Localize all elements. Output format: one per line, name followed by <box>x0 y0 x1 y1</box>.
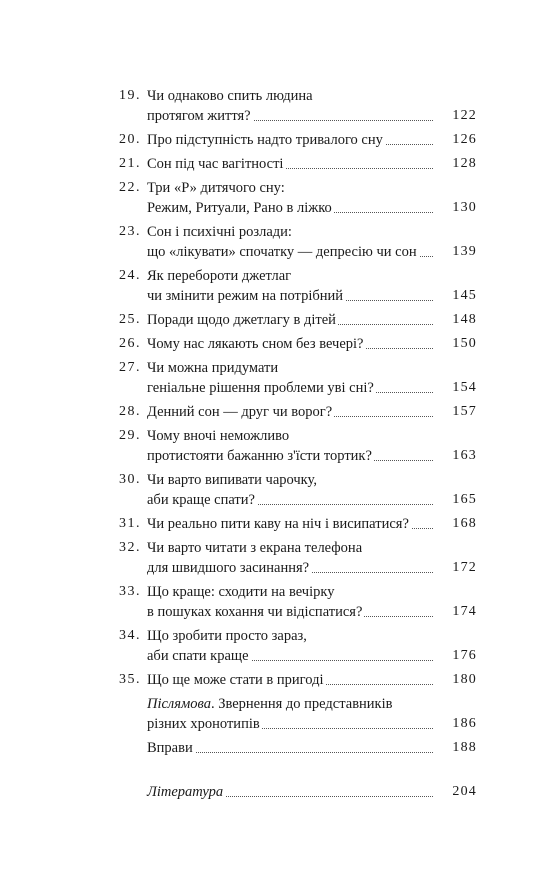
page-number: 157 <box>433 402 477 422</box>
toc-entry-line <box>119 334 477 354</box>
toc-entry-line <box>147 738 477 758</box>
toc-entry-line <box>119 538 477 558</box>
toc-entry-line <box>119 514 477 534</box>
toc-entry <box>0 130 560 150</box>
toc-entry-line <box>119 222 477 242</box>
chapter-number: 25. <box>119 312 141 327</box>
chapter-title: Сон і психічні розлади: <box>147 224 292 240</box>
toc-entry <box>0 86 560 126</box>
chapter-number: 27. <box>119 360 141 375</box>
toc-entry <box>0 538 560 578</box>
chapter-title: Режим, Ритуали, Рано в ліжко <box>147 200 332 216</box>
page-number: 148 <box>433 310 477 330</box>
chapter-title: що «лікувати» спочатку — депресію чи сон <box>147 244 417 260</box>
page-number: 150 <box>433 334 477 354</box>
toc-entry-line <box>147 378 477 398</box>
toc-entry-line <box>119 626 477 646</box>
page-number: 180 <box>433 670 477 690</box>
page-number: 145 <box>433 286 477 306</box>
toc-entry-line <box>147 782 477 802</box>
chapter-title: Чи варто випивати чарочку, <box>147 472 317 488</box>
page-number: 126 <box>433 130 477 150</box>
chapter-number: 31. <box>119 516 141 531</box>
page-number: 174 <box>433 602 477 622</box>
page-number: 188 <box>433 738 477 758</box>
toc-entry <box>0 514 560 534</box>
page-number: 130 <box>433 198 477 218</box>
page-number: 122 <box>433 106 477 126</box>
toc-entry-line <box>119 426 477 446</box>
chapter-title: Чи реально пити каву на ніч і висипатися? <box>147 516 409 532</box>
afterword-title <box>147 696 394 712</box>
chapter-number: 24. <box>119 268 141 283</box>
chapter-title: Що ще може стати в пригоді <box>147 672 324 688</box>
chapter-number: 30. <box>119 472 141 487</box>
chapter-title: Що зробити просто зараз, <box>147 628 307 644</box>
chapter-title: Як перебороти джетлаг <box>147 268 292 284</box>
toc-entry <box>0 334 560 354</box>
chapter-title: Чи можна придумати <box>147 360 279 376</box>
toc-entry-line <box>119 582 477 602</box>
page-number: 165 <box>433 490 477 510</box>
toc-entry <box>0 426 560 466</box>
page-number: 128 <box>433 154 477 174</box>
page-number: 204 <box>433 782 477 802</box>
chapter-title: Про підступність надто тривалого сну <box>147 132 383 148</box>
chapter-title: в пошуках кохання чи відіспатися? <box>147 604 363 620</box>
chapter-number: 34. <box>119 628 141 643</box>
toc-entry <box>0 358 560 398</box>
page-number: 168 <box>433 514 477 534</box>
page-number: 154 <box>433 378 477 398</box>
toc-entry-line <box>147 602 477 622</box>
page-number: 139 <box>433 242 477 262</box>
toc-entry <box>0 154 560 174</box>
chapter-title: аби краще спати? <box>147 492 255 508</box>
chapter-number: 26. <box>119 336 141 351</box>
chapter-title: Денний сон — друг чи ворог? <box>147 404 333 420</box>
toc-entry <box>0 626 560 666</box>
afterword-title-rest: . Звернення до представників <box>210 696 393 712</box>
chapter-number: 33. <box>119 584 141 599</box>
toc-entry-line <box>147 714 477 734</box>
spacer <box>0 758 560 782</box>
exercises-title: Вправи <box>147 740 193 756</box>
chapter-title: для швидшого засинання? <box>147 560 310 576</box>
chapter-title: протистояти бажанню з'їсти тортик? <box>147 448 372 464</box>
chapter-title: Поради щодо джетлагу в дітей <box>147 312 336 328</box>
chapter-number: 22. <box>119 180 141 195</box>
chapter-title: геніальне рішення проблеми уві сні? <box>147 380 374 396</box>
toc-entry-afterword <box>0 694 560 734</box>
chapter-number: 19. <box>119 88 141 103</box>
toc-entry-line <box>119 86 477 106</box>
toc-entry-line <box>119 266 477 286</box>
toc-entry <box>0 266 560 306</box>
afterword-title-line2: різних хронотипів <box>147 716 260 732</box>
toc-entry-exercises <box>0 738 560 758</box>
toc-entry-literature <box>0 782 560 802</box>
toc-entry <box>0 178 560 218</box>
table-of-contents <box>0 86 560 802</box>
toc-entry-line <box>147 242 477 262</box>
toc-entry-line <box>119 178 477 198</box>
toc-entry-line <box>147 286 477 306</box>
chapter-title: протягом життя? <box>147 108 251 124</box>
chapter-title: Чи однаково спить людина <box>147 88 313 104</box>
chapter-number: 20. <box>119 132 141 147</box>
chapter-title: аби спати краще <box>147 648 249 664</box>
chapter-number: 23. <box>119 224 141 239</box>
afterword-label: Післямова <box>147 696 211 712</box>
chapter-title: чи змінити режим на потрібний <box>147 288 343 304</box>
page-number: 186 <box>433 714 477 734</box>
toc-entry-line <box>119 470 477 490</box>
toc-entry <box>0 582 560 622</box>
toc-entry-line <box>119 670 477 690</box>
toc-entry-line <box>147 446 477 466</box>
toc-entry-line <box>147 198 477 218</box>
toc-entry <box>0 310 560 330</box>
toc-entry-line <box>119 130 477 150</box>
page-number: 163 <box>433 446 477 466</box>
toc-entry-line <box>119 154 477 174</box>
chapter-number: 28. <box>119 404 141 419</box>
chapter-number: 32. <box>119 540 141 555</box>
toc-entry-line <box>119 402 477 422</box>
toc-entry <box>0 222 560 262</box>
chapter-title: Три «Р» дитячого сну: <box>147 180 285 196</box>
page-number: 172 <box>433 558 477 578</box>
chapter-title: Чому нас лякають сном без вечері? <box>147 336 364 352</box>
toc-entry-line <box>147 490 477 510</box>
chapter-title: Сон під час вагітності <box>147 156 284 172</box>
chapter-title: Що краще: сходити на вечірку <box>147 584 335 600</box>
toc-entry-line <box>119 310 477 330</box>
chapter-title: Чи варто читати з екрана телефона <box>147 540 363 556</box>
chapter-number: 35. <box>119 672 141 687</box>
chapter-title: Чому вночі неможливо <box>147 428 290 444</box>
literature-title: Література <box>147 784 224 800</box>
toc-entry-line <box>147 646 477 666</box>
toc-entry-line <box>119 358 477 378</box>
chapter-number: 21. <box>119 156 141 171</box>
toc-entry-line <box>147 106 477 126</box>
page-number: 176 <box>433 646 477 666</box>
chapter-number: 29. <box>119 428 141 443</box>
toc-entry-line <box>147 558 477 578</box>
toc-entry <box>0 470 560 510</box>
toc-entry <box>0 670 560 690</box>
toc-entry-line <box>147 694 477 714</box>
toc-entry <box>0 402 560 422</box>
